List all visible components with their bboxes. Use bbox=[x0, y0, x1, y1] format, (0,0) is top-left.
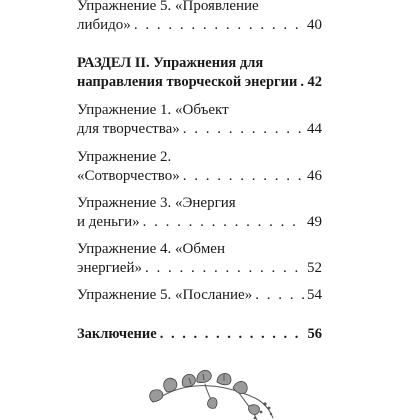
toc-page-number: 49 bbox=[307, 214, 322, 230]
leader-dots bbox=[145, 259, 304, 278]
toc-entry-ex2-cocreation bbox=[77, 148, 322, 186]
toc-page-number: 46 bbox=[307, 168, 322, 184]
leader-dots bbox=[160, 325, 305, 344]
toc-entry-title-line1: Упражнение 3. «Энергия bbox=[77, 195, 236, 211]
toc-page-number: 54 bbox=[307, 287, 322, 303]
toc-entry-title-line1: Упражнение 5. «Проявление bbox=[77, 0, 259, 14]
toc-entry-ex5-message bbox=[77, 286, 322, 305]
toc-entry-ex5-libido bbox=[77, 0, 322, 35]
toc-entry-title-line1: Упражнение 1. «Объект bbox=[77, 102, 229, 118]
toc-entry-title-line1: РАЗДЕЛ II. Упражнения для bbox=[77, 55, 264, 71]
toc-entry-title-line2: направления творческой энергии bbox=[77, 74, 298, 90]
toc-entry-conclusion bbox=[77, 325, 322, 344]
toc-entry-title: Заключение bbox=[77, 326, 157, 342]
toc-entry-ex3-energy-money bbox=[77, 194, 322, 232]
leader-dots bbox=[255, 286, 304, 305]
leader-dots bbox=[183, 167, 304, 186]
toc-entry-title-line1: Упражнение 4. «Обмен bbox=[77, 241, 225, 257]
toc-entry-title: Упражнение 5. «Послание» bbox=[77, 287, 253, 303]
leader-dots bbox=[183, 120, 304, 139]
toc-entry-section-2 bbox=[77, 54, 322, 92]
toc-page-number: 52 bbox=[307, 260, 322, 276]
toc-page-number: 42 bbox=[307, 74, 322, 90]
leader-dots bbox=[134, 16, 304, 35]
leader-dots bbox=[300, 73, 304, 92]
toc-page-number: 56 bbox=[307, 326, 322, 342]
toc-entry-ex1-object bbox=[77, 101, 322, 139]
toc-entry-title-line2: «Сотворчество» bbox=[77, 168, 180, 184]
toc-entry-title-line2: для творчества» bbox=[77, 121, 180, 137]
floral-branch-icon bbox=[145, 362, 280, 420]
toc-entry-title-line2: и деньги» bbox=[77, 214, 140, 230]
toc-entry-title-line2: либидо» bbox=[77, 17, 131, 33]
toc-entry-title-line2: энергией» bbox=[77, 260, 142, 276]
leader-dots bbox=[143, 213, 304, 232]
toc-page-number: 40 bbox=[307, 17, 322, 33]
toc-entry-ex4-exchange bbox=[77, 240, 322, 278]
toc-page-number: 44 bbox=[307, 121, 322, 137]
toc-entry-title-line1: Упражнение 2. bbox=[77, 149, 172, 165]
